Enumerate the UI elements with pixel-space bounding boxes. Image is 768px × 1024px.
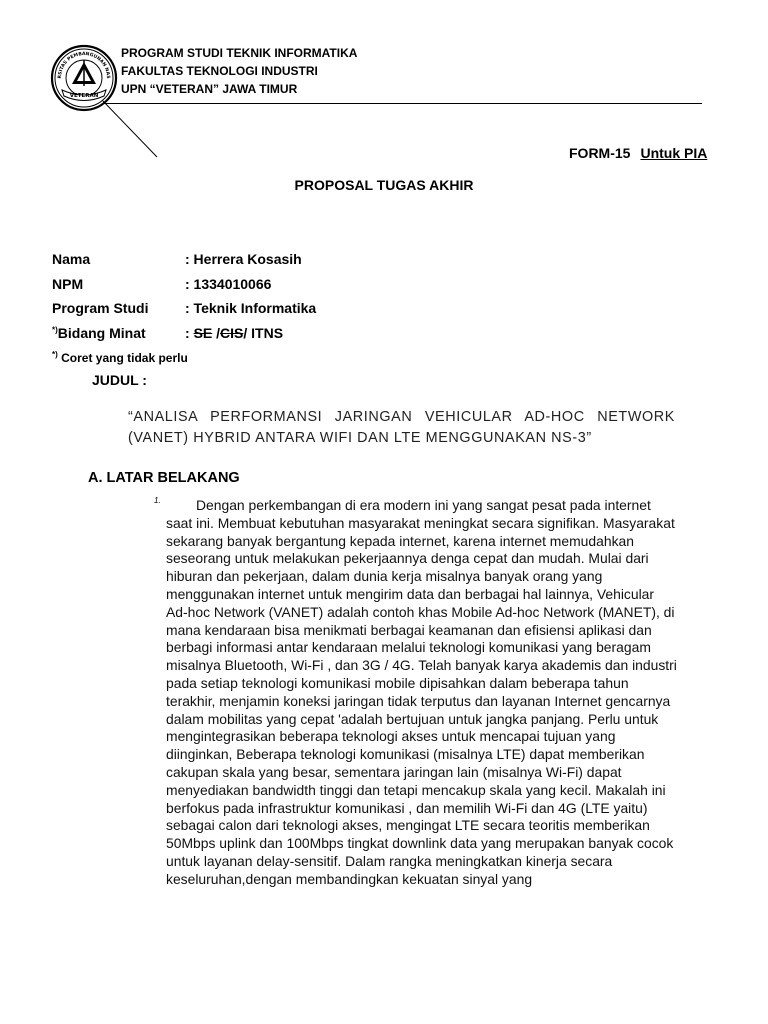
npm-label: NPM — [52, 276, 84, 292]
institution-line-2: FAKULTAS TEKNOLOGI INDUSTRI — [121, 64, 318, 78]
option-se-struck: SE — [193, 325, 213, 341]
logo-arc-text: RSITAS PEMBANGUNAN NAS — [57, 51, 111, 79]
footnote-text: Coret yang tidak perlu — [57, 351, 188, 365]
form-code — [569, 145, 707, 161]
npm-value: : 1334010066 — [185, 276, 272, 292]
option-cis-struck: CIS — [220, 325, 244, 341]
name-value: : Herrera Kosasih — [185, 251, 302, 267]
logo-ribbon-text: VETERAN — [69, 93, 99, 99]
form-usage-note: Untuk PIA — [640, 145, 708, 161]
specialization-prefix: : — [185, 325, 194, 341]
judul-label: JUDUL : — [92, 372, 147, 388]
option-separator-2: / — [243, 325, 248, 341]
institution-line-1: PROGRAM STUDI TEKNIK INFORMATIKA — [121, 46, 358, 60]
footnote-marker: *) — [52, 350, 58, 359]
specialization-value — [185, 325, 283, 341]
thesis-title: “ANALISA PERFORMANSI JARINGAN VEHICULAR AD-HOC NETWORK (VANET) HYBRID ANTARA WIFI DAN LTE MENGGUNAKAN NS-3” — [128, 409, 675, 446]
name-label: Nama — [52, 251, 91, 267]
paragraph-number: 1. — [154, 496, 161, 505]
section-heading-latar-belakang: A. LATAR BELAKANG — [88, 470, 240, 486]
header-rule — [104, 103, 702, 104]
program-label: Program Studi — [52, 300, 149, 316]
footnote — [52, 351, 188, 365]
program-value: : Teknik Informatika — [185, 300, 317, 316]
background-paragraph-text: Dengan perkembangan di era modern ini yang sangat pesat pada internet saat ini. Membuat kebutuhan masyarakat meningkat secara signifikan. Masyarakat sekarang banyak bergantung kepada internet, karena internet memudahkan seseorang untuk melakukan pekerjaannya denga cepat dan mudah. Mulai dari hiburan dan pekerjaan, dalam dunia kerja misalnya banyak orang yang menggunakan internet untuk mengirim data dan berbagai hal lainnya, Vehicular Ad-hoc Network (VANET) adalah contoh khas Mobile Ad-hoc Network (MANET), di mana kendaraan bisa menikmati berbagai keamanan dan efisiensi aplikasi dan berbagi informasi antar kendaraan melalui teknologi komunikasi yang beragam misalnya Bluetooth, Wi-Fi , dan 3G / 4G. Telah banyak karya akademis dan industri pada setiap teknologi komunikasi mobile dipisahkan dalam beberapa tahun terakhir, menjamin koneksi jaringan tidak terputus dan layanan Internet gencarnya dalam mobilitas yang cepat 'adalah bertujuan untuk jangka panjang. Perlu untuk mengintegrasikan beberapa teknologi akses untuk mencapai tujuan yang diinginkan, Beberapa teknologi komunikasi (misalnya LTE) dapat memberikan cakupan skala yang besar, sementara jaringan lain (misalnya Wi-Fi) dapat menyediakan bandwidth tinggi dan tetapi mencakup skala yang kecil. Makalah ini berfokus pada infrastruktur komunikasi , dan memilih Wi-Fi dan 4G (LTE yaitu) sebagai calon dari teknologi akses, mengingat LTE secara teoritis memberikan 50Mbps uplink dan 100Mbps tingkat downlink data yang merupakan banyak cocok untuk layanan delay-sensitif. Dalam rangka meningkatkan kinerja secara keseluruhan,dengan membandingkan kekuatan sinyal yang — [166, 497, 677, 887]
institution-line-3: UPN “VETERAN” JAWA TIMUR — [121, 82, 298, 96]
page-title: PROPOSAL TUGAS AKHIR — [294, 177, 474, 193]
university-logo — [50, 44, 118, 112]
specialization-label — [52, 325, 146, 341]
form-number: FORM-15 — [569, 145, 631, 161]
specialization-label-text: Bidang Minat — [57, 325, 146, 341]
option-itns-selected: ITNS — [247, 325, 284, 341]
specialization-marker: *) — [52, 325, 58, 335]
option-separator-1: / — [212, 325, 221, 341]
background-paragraph — [166, 497, 678, 937]
